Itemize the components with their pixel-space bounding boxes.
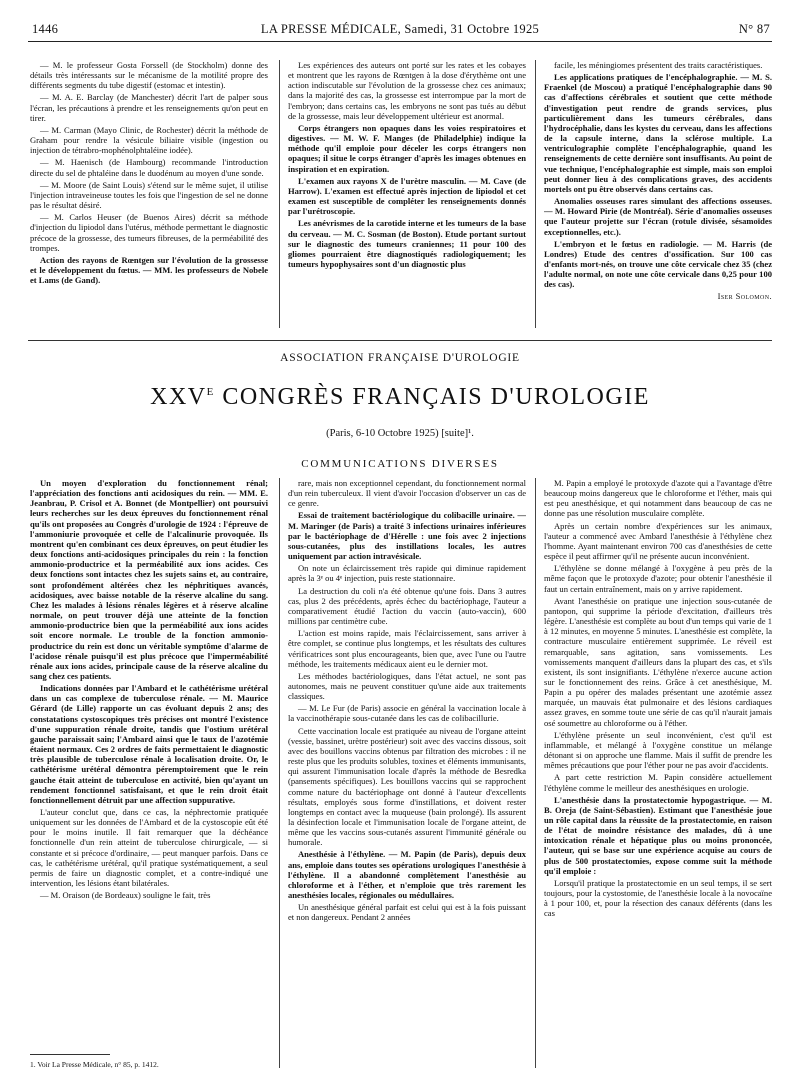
paragraph: Les applications pratiques de l'encéphalographie. — M. S. Fraenkel (de Moscou) a pratiqué l'encéphalographie dans 90 cas d'affections cérébrales et soutient que cette méthode d'investigation peut rendre de grands services, plus particulièrement dans les tumeurs cérébrales, dans l'hydrocéphalie, dans les kystes du cerveau, dans les affections de la capsule interne, dans la sclérose multiple. La ventriculographie complète l'encéphalographie, quand les renseignements de cette dernière sont insuffisants. Au point de vue technique, l'encéphalographie est simple, mais son emploi peut donner lieu à des complications graves, des accidents mortels ont pu être observés dans certains cas.	[544, 72, 772, 194]
footnote: 1. Voir La Presse Médicale, n° 85, p. 1412.	[30, 1060, 159, 1069]
paragraph: On note un éclaircissement très rapide qui diminue rapidement après la 3ᵉ ou 4ᵉ injection, puis reste stationnaire.	[288, 563, 526, 584]
footnote-rule	[30, 1054, 110, 1055]
paragraph: L'auteur conclut que, dans ce cas, la néphrectomie pratiquée uniquement sur les données de l'Ambard et de la cystoscopie eût été pour le moins inutile. Il fait remarquer que la déchéance fonctionnelle d'un rein atteint de tuberculose chirurgicale, — si constante et si précoce d'ordinaire, — peut manquer parfois. Dans ce cas, le cathétérisme urétéral, qu'il pratique systématiquement, a seul permis de faire un diagnostic complet, et a contre-indiqué une intervention, les lésions étant bilatérales.	[30, 807, 268, 889]
paragraph: Les anévrismes de la carotide interne et les tumeurs de la base du cerveau. — M. C. Sosman (de Boston). Etude portant surtout sur le diagnostic des tumeurs craniennes; 11 pour 100 des gliomes pourraient être diagnostiqués radiologiquement; les tumeurs hypophysaires sont d'un diagnostic plus	[288, 218, 526, 269]
paragraph: Essai de traitement bactériologique du colibacille urinaire. — M. Maringer (de Paris) a traité 3 infections urinaires inférieures par le bactériophage de d'Hérelle : une fois avec 2 injections sous-cutanées, plus des instillations locales, les autres uniquement par action intravésicale.	[288, 510, 526, 562]
paragraph: — M. Oraison (de Bordeaux) souligne le fait, très	[40, 890, 211, 901]
paragraph: Anomalies osseuses rares simulant des affections osseuses. — M. Howard Pirie (de Montréal). Série d'anomalies osseuses que l'auteur projette sur l'écran (rotule divisée, sésamoïdes exceptionnelles, etc.).	[544, 196, 772, 237]
paragraph: Les méthodes bactériologiques, dans l'état actuel, ne sont pas autonomes, mais ne peuvent constituer qu'une aide aux traitements classiques.	[288, 670, 526, 702]
paragraph: L'éthylène se donne mélangé à l'oxygène à peu près de la même façon que le protoxyde d'azote; pour obtenir l'anesthésie il faut un certain entraînement, mais on y arrive rapidement.	[544, 563, 772, 594]
paragraph: — M. Moore (de Saint Louis) s'étend sur le même sujet, il utilise l'injection intraveineuse toutes les fois que l'ingestion de sel ne donne pas le résultat désiré.	[30, 179, 268, 211]
top-column-2	[288, 60, 526, 328]
paragraph: Avant l'anesthésie on pratique une injection sous-cutanée de pantopon, qui supprime la période d'excitation, d'ailleurs très légère. L'anesthésie est complète au bout d'un temps qui varie de 1 à 12 minutes, en moyenne 5 minutes. L'anesthésie est complète, la contracture musculaire entièrement supprimée. Le réveil est remarquable, sans agitation, sans vomissements. Les vomissements manquent d'ailleurs dans la plupart des cas, et s'ils existent, ils sont insignifiants. L'éthylène n'exerce aucune action sur le fonctionnement des reins. Grâce à cet anesthésique, M. Papin a pu opérer des malades présentant une azotémie assez marquée, un mauvais état pulmonaire et des lésions cardiaques assez graves, en somme toute une série de cas qu'il n'aurait jamais osé soumettre au chloroforme ou à l'éther.	[544, 595, 772, 728]
congress-title: $XXV^E$ CONGRÈS FRANÇAIS D'UROLOGIE	[150, 384, 650, 410]
paragraph: Lorsqu'il pratique la prostatectomie en un seul temps, il se sert toujours, pour la cystostomie, de l'anesthésie locale à la novocaïne à 1 pour 100, et, pour la résection des canaux déférents (dans les cas	[544, 877, 772, 919]
paragraph: — M. le professeur Gosta Forssell (de Stockholm) donne des détails très intéressants sur le mécanisme de la motilité propre des différents segments du tube digestif (estomac et intestin).	[30, 60, 268, 91]
paragraph: La destruction du coli n'a été obtenue qu'une fois. Dans 3 autres cas, plus 2 des précédents, après échec du bactériophage, l'auteur a comparativement étudié l'action du vaccin (auto-vaccin), 600 millions par centimètre cube.	[288, 585, 526, 627]
bottom-column-2	[288, 478, 526, 1072]
paragraph: Un moyen d'exploration du fonctionnement rénal; l'appréciation des fonctions anti acidosiques du rein. — MM. E. Jeanbrau, P. Crisol et A. Bonnet (de Montpellier) ont poursuivi leurs recherches sur les deux épreuves du fonctionnement rénal qu'ils ont proposées au Congrès d'urologie de 1924 : l'épreuve de l'ammoniurie provoquée et celle de l'alcalinurie provoquée. Ils montrent qu'en combinant ces deux épreuves, on peut étudier les deux fonctions anti-acidosiques principales du rein : la fonction ammonio-productrice et la perméabilité aux ions acides. Ces deux fonctions sont intactes chez les sujets sains et, au contraire, sont profondément altérées chez les néphritiques avancés, acidosiques, avec baisse notable de la réserve alcaline du sang. Chez les malades à lésions rénales légères et à réserve alcaline normale, on peut trouver déjà une atteinte de la fonction ammonio-productrice bien que la perméabilité aux ions acides soit encore normale. Le trouble de la fonction ammonio-productrice du rein est donc un véritable symptôme d'alarme de l'acidose rénale puisqu'il est plus précoce que l'imperméabilité rénale aux ions acides, principale cause de la réserve alcaline du sang chez ces patients.	[30, 478, 268, 681]
paragraph: L'embryon et le fœtus en radiologie. — M. Harris (de Londres) Etude des centres d'ossification. Sur 100 cas d'enfants mort-nés, on trouve une côte cervicale chez 35 (chez l'adulte normal, on note une côte cervicale dans 0,25 pour 100 des cas).	[544, 238, 772, 290]
association-heading: ASSOCIATION FRANÇAISE D'UROLOGIE	[280, 352, 520, 364]
column-divider	[279, 60, 280, 328]
column-divider	[535, 60, 536, 328]
paragraph: M. Papin a employé le protoxyde d'azote qui a l'avantage d'être beaucoup moins dangereux que le chloroforme et l'éther, mais qui est peu anesthésique, et qui notamment dans beaucoup de cas ne donne pas une résolution musculaire complète.	[544, 478, 772, 519]
paragraph: L'examen aux rayons X de l'urètre masculin. — M. Cave (de Harrow). L'examen est effectué après injection de lipiodol et cet examen est susceptible de compléter les renseignements donnés par l'urétroscopie.	[288, 175, 526, 217]
paragraph: — M. Haenisch (de Hambourg) recommande l'introduction directe du sel de phtaléine dans le duodénum au moyen d'une sonde.	[30, 157, 268, 178]
top-column-1	[30, 60, 268, 328]
paragraph: facile, les méningiomes présentent des traits caractéristiques.	[554, 60, 763, 70]
paragraph: A part cette restriction M. Papin considère actuellement l'éthylène comme le meilleur des anesthésiques en urologie.	[544, 772, 772, 793]
page-number: 1446	[32, 22, 59, 36]
paragraph: Les expériences des auteurs ont porté sur les rates et les cobayes et montrent que les rayons de Rœntgen à la dose d'érythème ont une action indiscutable sur l'évolution de la grossesse chez ces animaux; dans la majorité des cas, la grossesse est interrompue par la mort de l'embryon; dans certains cas, les embryons ne sont pas tués au début de la grossesse, mais leur développement ultérieur est anormal.	[288, 60, 526, 121]
section-rule	[28, 340, 772, 341]
communications-heading: COMMUNICATIONS DIVERSES	[301, 458, 499, 470]
issue-number: N° 87	[738, 22, 770, 36]
paragraph: Cette vaccination locale est pratiquée au niveau de l'organe atteint (vessie, bassinet, urètre postérieur) soit avec des vaccins dissous, soit avec des bouillons vaccins obtenus par filtration des microbes : il ne reste plus que les produits solubles, toxines et éléments immunisants, qui assurent l'immunisation locale d'après la méthode de Besredka (pansements spécifiques). Les bouillons vaccins qui se rapprochent comme nature du bactériophage ont donné à l'auteur d'excellents résultats, employés sous forme d'instillations, et doivent rester longtemps en contact avec la muqueuse (bain prolongé). Ils assurent la désinfection locale et l'immunisation locale de l'organe atteint, de même que les vaccins sous-cutanés assurent l'immunité générale ou humorale.	[288, 725, 526, 848]
bottom-column-3	[544, 478, 772, 1072]
top-column-3	[544, 60, 772, 332]
paragraph: Action des rayons de Rœntgen sur l'évolution de la grossesse et le développement du fœtus. — MM. les professeurs de Nobele et Lams (de Gand).	[30, 254, 268, 286]
paragraph: Après un certain nombre d'expériences sur les animaux, l'auteur a commencé avec Ambard l'anesthésie à l'éthylène chez l'homme. Ayant maintenant environ 700 cas d'anesthésies de cette espèce il peut affirmer qu'il ne présente aucun inconvénient.	[544, 520, 772, 562]
paragraph: Corps étrangers non opaques dans les voies respiratoires et digestives. — M. W. F. Manges (de Philadelphie) indique la méthode qu'il emploie pour déceler les corps étrangers non opaques; il situe le corps étranger d'après les images obtenues en inspiration et en expiration.	[288, 122, 526, 174]
paragraph: — M. Carman (Mayo Clinic, de Rochester) décrit la méthode de Graham pour rendre la vésicule biliaire visible (ingestion ou injection de tétrabro-mophénolphtaléine iodée).	[30, 124, 268, 156]
bottom-column-1	[30, 478, 268, 1050]
journal-title: LA PRESSE MÉDICALE, Samedi, 31 Octobre 1925	[260, 22, 540, 36]
page-header	[28, 18, 772, 48]
header-rule	[28, 41, 772, 42]
column-divider	[279, 478, 280, 1068]
paragraph: rare, mais non exceptionnel cependant, du fonctionnement normal d'un rein tuberculeux. Il vient d'avoir l'occasion d'observer un cas de ce genre.	[288, 478, 526, 509]
paragraph: — M. Carlos Heuser (de Buenos Aires) décrit sa méthode d'injection du lipiodol dans l'utérus, méthode permettant le diagnostic précoce de la grossesse, des tumeurs fibreuses, de la perméabilité des trompes.	[30, 212, 268, 253]
paragraph: L'éthylène présente un seul inconvénient, c'est qu'il est inflammable, et mélangé à l'oxygène constitue un mélange détonant si on approche une flamme. Mais il suffit de prendre les mêmes précautions que pour l'éther pour ne pas avoir d'accidents.	[544, 729, 772, 771]
paragraph: — M. Le Fur (de Paris) associe en général la vaccination locale à la vaccinothérapie sous-cutanée dans les cas de colibacillurie.	[288, 703, 526, 724]
congress-dates: (Paris, 6-10 Octobre 1925) [suite]¹.	[326, 428, 474, 439]
paragraph: Indications données par l'Ambard et le cathétérisme urétéral dans un cas complexe de tuberculose rénale. — M. Maurice Gérard (de Lille) rapporte un cas évoluant depuis 2 ans; des constatations cystoscopiques très précises ont montré l'existence d'une suppuration rénale droite, tandis que l'ostium urétéral gauche paraissait sain; l'Ambard ainsi que le taux de l'azotémie étaient normaux. Ces 2 ordres de faits permettaient le diagnostic très plausible de tuberculose rénale à localisation droite. Or, le cathétérisme urétéral démontra péremptoirement que le rein gauche était atteint de tuberculose en activité, bien qu'ayant un rendement fonctionnel satisfaisant, et que le rein droit était fonctionnellement détruit par une affection suppurative.	[30, 683, 268, 805]
author-signature: Iser Solomon.	[717, 291, 772, 302]
paragraph: Un anesthésique général parfait est celui qui est à la fois puissant et non dangereux. Pendant 2 années	[288, 902, 526, 923]
paragraph: L'anesthésie dans la prostatectomie hypogastrique. — M. B. Oreja (de Saint-Sébastien). Estimant que l'anesthésie joue un rôle capital dans la réussite de la prostatectomie, en raison de l'état de moindre résistance des malades, dû à une intoxication rénale et hépatique plus ou moins prononcée, l'auteur, qui se base sur une expérience acquise au cours de plus de 500 prostatectomies, expose comme suit la méthode qu'il emploie :	[544, 794, 772, 876]
column-divider	[535, 478, 536, 1068]
paragraph: — M. A. E. Barclay (de Manchester) décrit l'art de palper sous l'écran, les précautions à prendre et les renseignements qu'on peut en tirer.	[30, 92, 268, 123]
paragraph: L'action est moins rapide, mais l'éclaircissement, sans arriver à être complet, se continue plus longtemps, et les résultats des cultures vérificatrices sont plus encourageants, bien que, avec l'une ou l'autre méthode, les traitements médicaux aient eu le dernier mot.	[288, 628, 526, 669]
paragraph: Anesthésie à l'éthylène. — M. Papin (de Paris), depuis deux ans, emploie dans toutes ses opérations urologiques l'anesthésie à l'éthylène. Il a abandonné complètement l'anesthésie au chloroforme et à l'éther, et n'emploie que très rarement les anesthésies locales, régionales ou médullaires.	[288, 849, 526, 901]
